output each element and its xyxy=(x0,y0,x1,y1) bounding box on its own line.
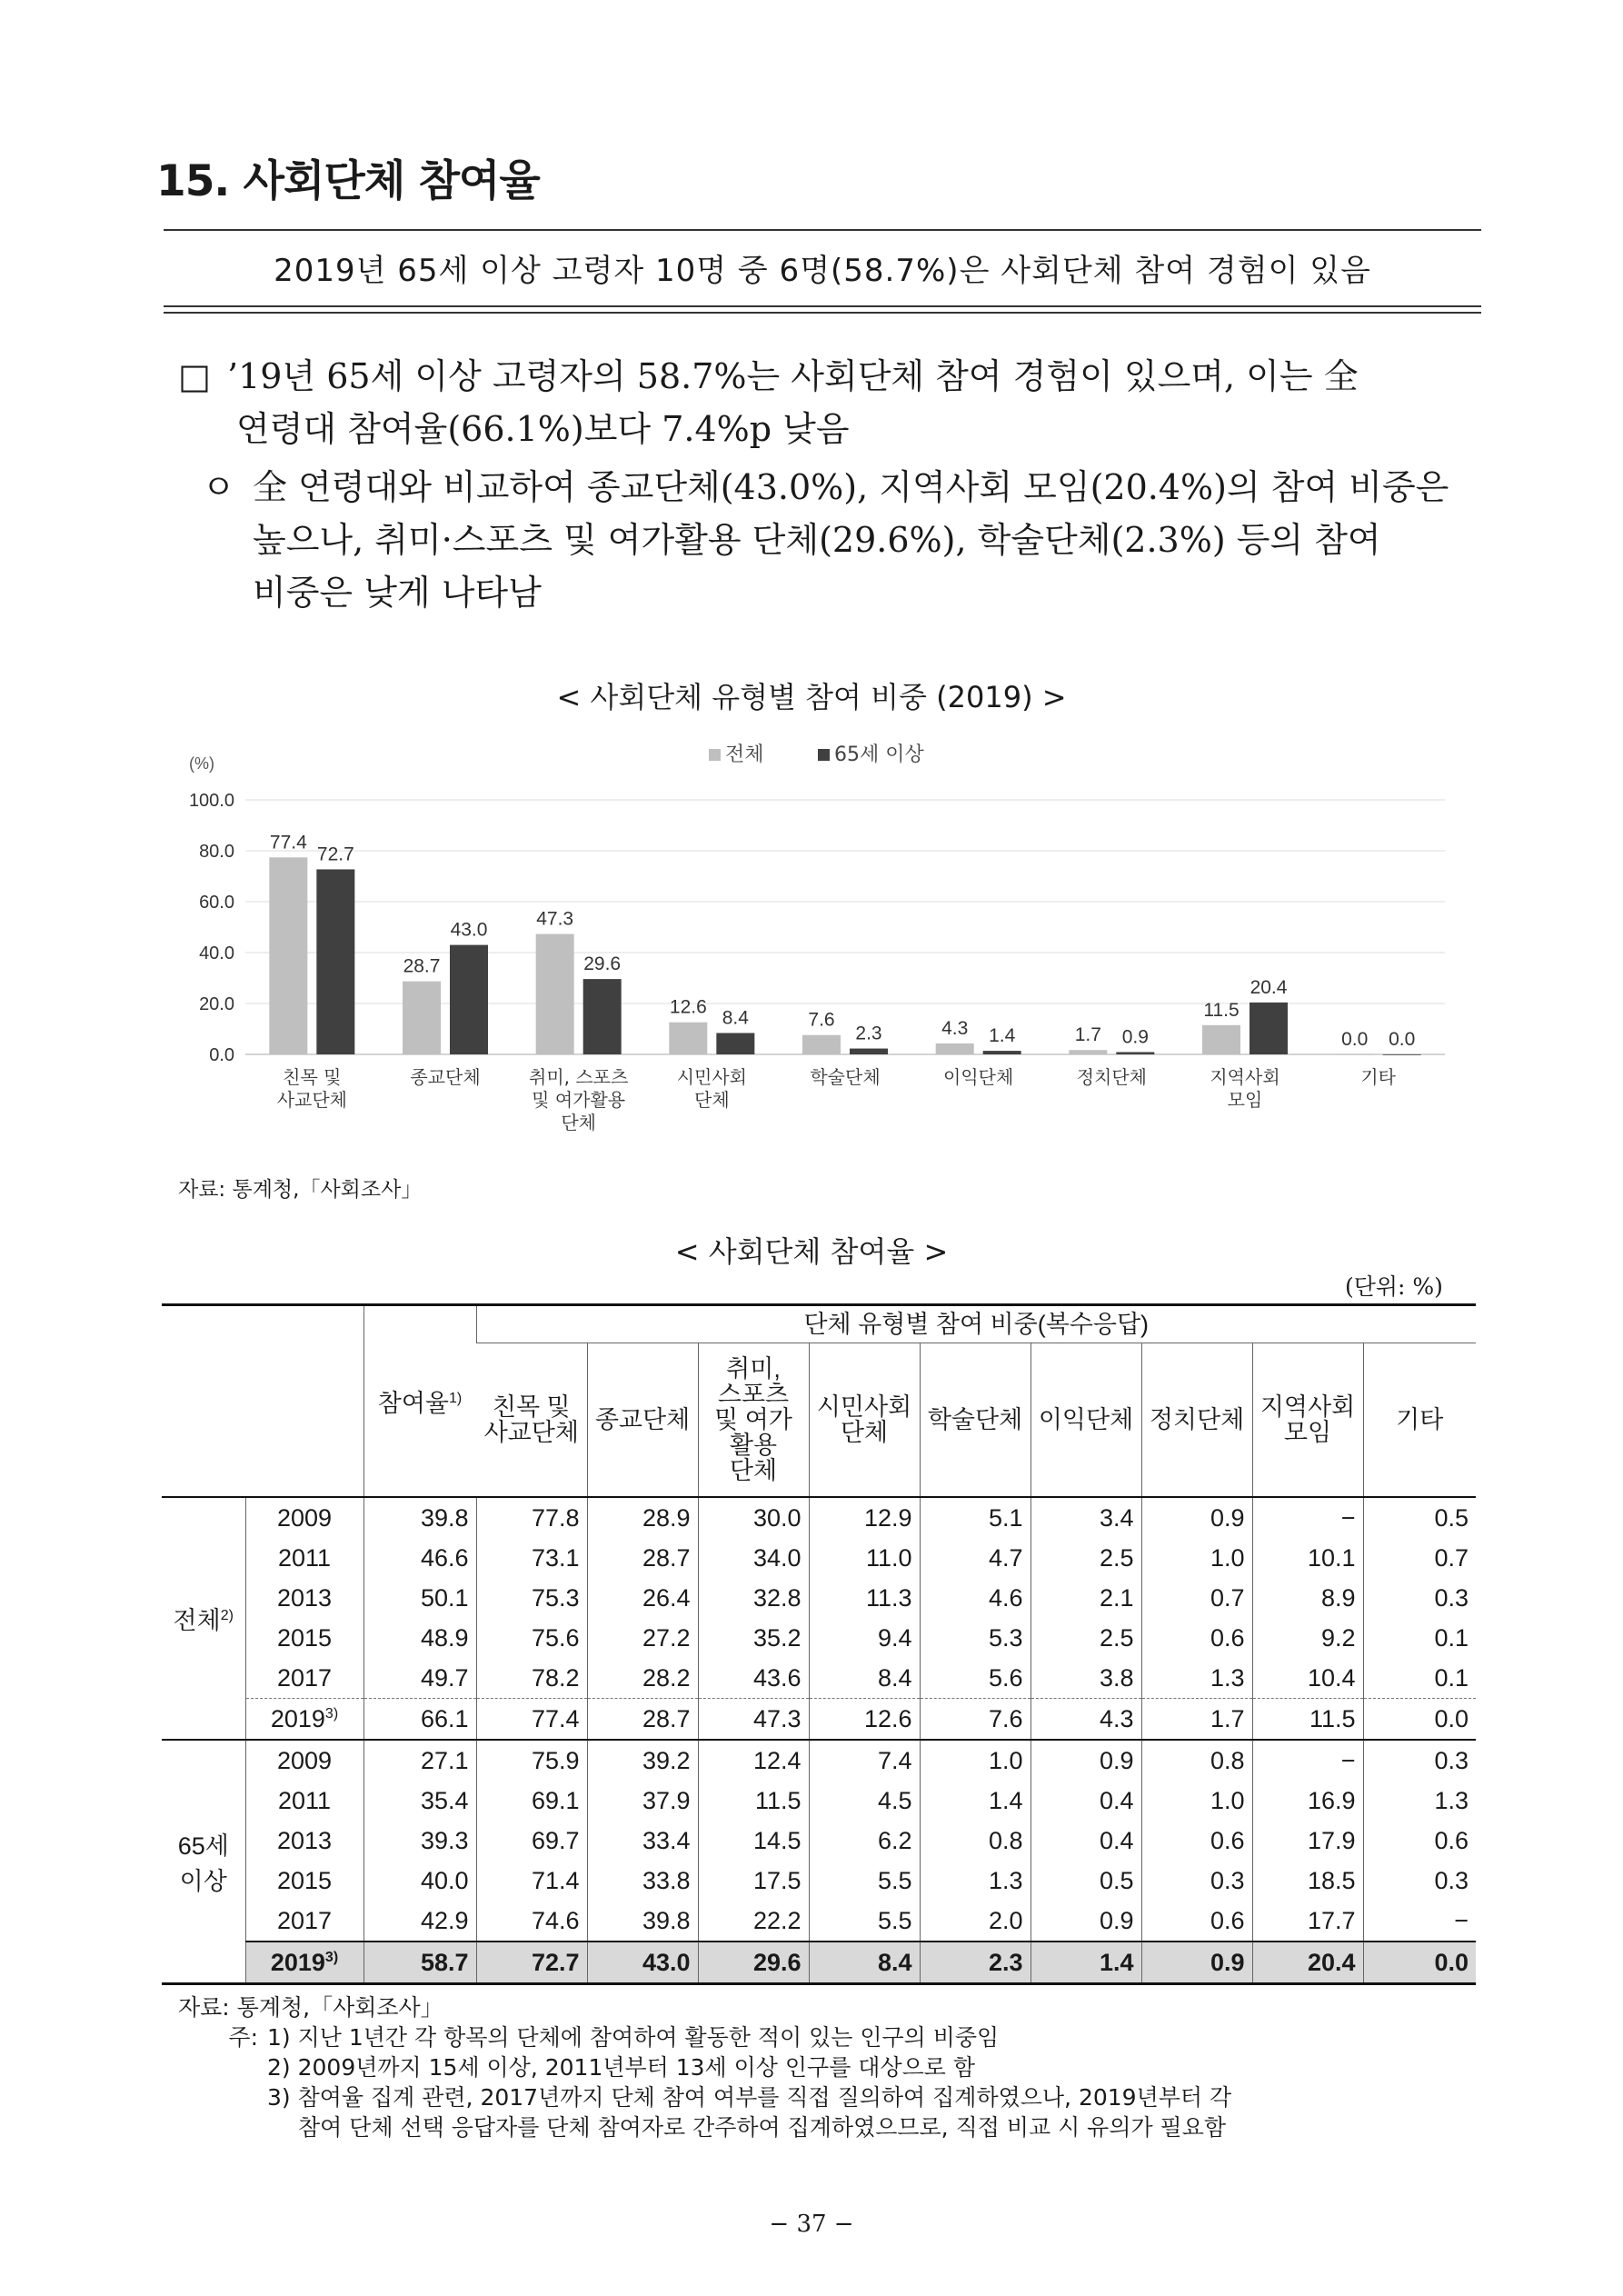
value-cell: 0.8 xyxy=(1141,1740,1252,1781)
note-3-cont: 참여 단체 선택 응답자를 단체 참여자로 간주하여 집계하였으므로, 직접 비교 시 유의가 필요함 xyxy=(298,2114,1227,2141)
value-cell: 28.7 xyxy=(587,1699,698,1741)
bar xyxy=(536,934,574,1054)
bar xyxy=(450,945,488,1054)
unit-label: (단위: %) xyxy=(1345,1273,1443,1300)
category-label: 모임 xyxy=(1227,1089,1263,1111)
bullet2-line3: 비중은 낮게 나타남 xyxy=(253,573,542,613)
group-label: 전체$^{2)}$ xyxy=(162,1497,245,1740)
table-row xyxy=(162,1618,1476,1658)
column-header: 지역사회 모임 xyxy=(1252,1343,1363,1498)
y-tick-label: 40.0 xyxy=(199,943,234,963)
table-title: < 사회단체 참여율 > xyxy=(674,1234,949,1269)
value-cell: 49.7 xyxy=(363,1658,476,1699)
notes-label: 주: xyxy=(228,2024,258,2051)
value-cell: − xyxy=(1363,1901,1476,1942)
value-cell: 72.7 xyxy=(476,1942,587,1984)
value-cell: 18.5 xyxy=(1252,1861,1363,1901)
year-cell: 2009 xyxy=(245,1740,363,1781)
data-label: 0.0 xyxy=(1341,1029,1369,1050)
value-cell: 0.9 xyxy=(1141,1942,1252,1984)
y-tick-label: 80.0 xyxy=(199,842,234,862)
chart-title: < 사회단체 유형별 참여 비중 (2019) > xyxy=(556,680,1067,714)
value-cell: 0.7 xyxy=(1141,1578,1252,1618)
value-cell: 0.9 xyxy=(1141,1497,1252,1538)
table-row xyxy=(162,1781,1476,1821)
value-cell: 0.6 xyxy=(1141,1821,1252,1861)
bar xyxy=(1250,1003,1288,1054)
summary-bottom-rule-2 xyxy=(164,312,1481,314)
bullet2-line1: 全 연령대와 비교하여 종교단체(43.0%), 지역사회 모임(20.4%)의 참여 비중은 xyxy=(253,467,1449,507)
note-3: 3) 참여율 집계 관련, 2017년까지 단체 참여 여부를 직접 질의하여 집계하였으나, 2019년부터 각 xyxy=(267,2084,1232,2111)
note-2: 2) 2009년까지 15세 이상, 2011년부터 13세 이상 인구를 대상으로 함 xyxy=(267,2054,975,2081)
column-header: 기타 xyxy=(1363,1343,1476,1498)
bar xyxy=(269,857,307,1054)
value-cell: 0.9 xyxy=(1031,1740,1141,1781)
table-row xyxy=(162,1578,1476,1618)
value-cell: 39.3 xyxy=(363,1821,476,1861)
column-header: 정치단체 xyxy=(1141,1343,1252,1498)
category-label: 이익단체 xyxy=(943,1066,1014,1088)
value-cell: 75.3 xyxy=(476,1578,587,1618)
corner-header-cell xyxy=(162,1305,363,1498)
value-cell: 26.4 xyxy=(587,1578,698,1618)
category-label: 종교단체 xyxy=(410,1066,481,1088)
bar xyxy=(983,1051,1021,1054)
data-label: 20.4 xyxy=(1250,976,1288,998)
value-cell: 5.1 xyxy=(920,1497,1031,1538)
value-cell: − xyxy=(1252,1740,1363,1781)
category-label: 기타 xyxy=(1360,1066,1396,1088)
data-label: 77.4 xyxy=(269,832,307,854)
value-cell: 22.2 xyxy=(698,1901,809,1942)
year-cell: 2017 xyxy=(245,1901,363,1942)
value-cell: 1.3 xyxy=(920,1861,1031,1901)
value-cell: 32.8 xyxy=(698,1578,809,1618)
value-cell: 6.2 xyxy=(809,1821,920,1861)
table-row xyxy=(162,1699,1476,1741)
data-label: 43.0 xyxy=(450,919,488,941)
data-label: 7.6 xyxy=(808,1009,835,1031)
table-row xyxy=(162,1861,1476,1901)
year-cell: 2011 xyxy=(245,1538,363,1578)
value-cell: 0.1 xyxy=(1363,1658,1476,1699)
value-cell: 4.5 xyxy=(809,1781,920,1821)
table-row xyxy=(162,1538,1476,1578)
value-cell: 8.9 xyxy=(1252,1578,1363,1618)
summary-bottom-rule xyxy=(164,305,1481,307)
value-cell: 71.4 xyxy=(476,1861,587,1901)
value-cell: 34.0 xyxy=(698,1538,809,1578)
value-cell: 47.3 xyxy=(698,1699,809,1741)
bar xyxy=(316,869,354,1054)
category-label: 단체 xyxy=(694,1089,730,1111)
square-bullet-icon: □ xyxy=(178,356,211,396)
bullet1-line1: ’19년 65세 이상 고령자의 58.7%는 사회단체 참여 경험이 있으며, 이는 全 xyxy=(227,356,1359,396)
value-cell: 75.6 xyxy=(476,1618,587,1658)
value-cell: 0.4 xyxy=(1031,1781,1141,1821)
data-label: 72.7 xyxy=(316,844,354,865)
value-cell: − xyxy=(1252,1497,1363,1538)
table-row xyxy=(162,1821,1476,1861)
bar-chart xyxy=(154,727,1463,1173)
year-cell: 2015 xyxy=(245,1618,363,1658)
value-cell: 48.9 xyxy=(363,1618,476,1658)
category-label: 친목 및 xyxy=(283,1066,342,1088)
value-cell: 28.7 xyxy=(587,1538,698,1578)
value-cell: 2.5 xyxy=(1031,1618,1141,1658)
bar xyxy=(936,1043,974,1054)
column-header: 친목 및 사교단체 xyxy=(476,1343,587,1498)
data-label: 2.3 xyxy=(855,1023,882,1044)
value-cell: 2.0 xyxy=(920,1901,1031,1942)
value-cell: 17.7 xyxy=(1252,1901,1363,1942)
bar xyxy=(716,1033,754,1054)
table-row xyxy=(162,1497,1476,1538)
value-cell: 43.0 xyxy=(587,1942,698,1984)
value-cell: 16.9 xyxy=(1252,1781,1363,1821)
bar xyxy=(403,982,441,1054)
year-cell: 2013 xyxy=(245,1821,363,1861)
value-cell: 8.4 xyxy=(809,1942,920,1984)
column-header: 이익단체 xyxy=(1031,1343,1141,1498)
value-cell: 33.8 xyxy=(587,1861,698,1901)
value-cell: 77.4 xyxy=(476,1699,587,1741)
value-cell: 1.0 xyxy=(1141,1538,1252,1578)
value-cell: 9.2 xyxy=(1252,1618,1363,1658)
value-cell: 0.8 xyxy=(920,1821,1031,1861)
data-label: 28.7 xyxy=(403,955,441,977)
value-cell: 5.6 xyxy=(920,1658,1031,1699)
data-label: 12.6 xyxy=(669,996,707,1018)
value-cell: 0.4 xyxy=(1031,1821,1141,1861)
category-label: 지역사회 xyxy=(1210,1066,1280,1088)
participation-table xyxy=(162,1303,1476,1985)
value-cell: 11.5 xyxy=(698,1781,809,1821)
value-cell: 50.1 xyxy=(363,1578,476,1618)
value-cell: 0.6 xyxy=(1363,1821,1476,1861)
category-label: 사교단체 xyxy=(276,1089,347,1111)
year-cell: 2017 xyxy=(245,1658,363,1699)
year-cell: 2019$^{3)}$ xyxy=(245,1699,363,1741)
value-cell: 28.2 xyxy=(587,1658,698,1699)
table-source: 자료: 통계청,「사회조사」 xyxy=(178,1994,443,2021)
category-label: 단체 xyxy=(561,1112,596,1133)
table-row xyxy=(162,1740,1476,1781)
data-label: 1.4 xyxy=(989,1025,1016,1047)
bullet-paragraph-1 xyxy=(178,350,1487,455)
year-cell: 2011 xyxy=(245,1781,363,1821)
value-cell: 58.7 xyxy=(363,1942,476,1984)
value-cell: 1.0 xyxy=(920,1740,1031,1781)
bar xyxy=(802,1035,841,1054)
value-cell: 10.4 xyxy=(1252,1658,1363,1699)
category-label: 학술단체 xyxy=(810,1066,881,1088)
value-cell: 29.6 xyxy=(698,1942,809,1984)
legend-label: 전체 xyxy=(725,744,764,766)
bar xyxy=(850,1049,888,1054)
data-label: 4.3 xyxy=(941,1017,969,1039)
circle-bullet-icon: ㅇ xyxy=(202,467,235,507)
value-cell: 35.2 xyxy=(698,1618,809,1658)
data-label: 0.9 xyxy=(1121,1026,1149,1048)
value-cell: 27.2 xyxy=(587,1618,698,1658)
value-cell: 35.4 xyxy=(363,1781,476,1821)
bullet-paragraph-2 xyxy=(202,461,1492,619)
value-cell: 2.1 xyxy=(1031,1578,1141,1618)
category-label: 시민사회 xyxy=(676,1066,747,1088)
page-number: − 37 − xyxy=(769,2211,854,2238)
chart-source: 자료: 통계청,「사회조사」 xyxy=(178,1178,423,1202)
value-cell: 4.3 xyxy=(1031,1699,1141,1741)
bar xyxy=(1116,1052,1154,1054)
value-cell: 1.7 xyxy=(1141,1699,1252,1741)
bullet1-line2: 연령대 참여율(66.1%)보다 7.4%p 낮음 xyxy=(236,409,850,449)
value-cell: 66.1 xyxy=(363,1699,476,1741)
value-cell: 0.9 xyxy=(1031,1901,1141,1942)
value-cell: 0.3 xyxy=(1363,1740,1476,1781)
table-row xyxy=(162,1901,1476,1942)
value-cell: 9.4 xyxy=(809,1618,920,1658)
data-label: 8.4 xyxy=(722,1007,749,1029)
rate-header: 참여율$^{1)}$ xyxy=(363,1305,476,1498)
value-cell: 28.9 xyxy=(587,1497,698,1538)
value-cell: 78.2 xyxy=(476,1658,587,1699)
y-tick-label: 100.0 xyxy=(188,791,234,811)
column-header: 종교단체 xyxy=(587,1343,698,1498)
value-cell: 40.0 xyxy=(363,1861,476,1901)
value-cell: 0.7 xyxy=(1363,1538,1476,1578)
bar xyxy=(1383,1054,1421,1055)
value-cell: 20.4 xyxy=(1252,1942,1363,1984)
value-cell: 7.4 xyxy=(809,1740,920,1781)
table-row xyxy=(162,1942,1476,1984)
value-cell: 0.3 xyxy=(1363,1861,1476,1901)
column-header: 취미, 스포츠 및 여가 활용 단체 xyxy=(698,1343,809,1498)
value-cell: 75.9 xyxy=(476,1740,587,1781)
value-cell: 0.0 xyxy=(1363,1699,1476,1741)
value-cell: 5.3 xyxy=(920,1618,1031,1658)
year-cell: 2015 xyxy=(245,1861,363,1901)
value-cell: 42.9 xyxy=(363,1901,476,1942)
value-cell: 39.8 xyxy=(363,1497,476,1538)
value-cell: 12.9 xyxy=(809,1497,920,1538)
y-tick-label: 60.0 xyxy=(199,893,234,913)
column-header: 시민사회 단체 xyxy=(809,1343,920,1498)
participation-table-wrapper xyxy=(162,1303,1476,1985)
value-cell: 0.5 xyxy=(1363,1497,1476,1538)
bar xyxy=(1202,1025,1240,1054)
value-cell: 27.1 xyxy=(363,1740,476,1781)
legend-swatch xyxy=(818,749,830,761)
note-1: 1) 지난 1년간 각 항목의 단체에 참여하여 활동한 적이 있는 인구의 비중임 xyxy=(267,2024,1000,2051)
value-cell: 11.3 xyxy=(809,1578,920,1618)
section-title: 15. 사회단체 참여율 xyxy=(156,156,540,206)
data-label: 11.5 xyxy=(1203,999,1240,1021)
bar xyxy=(1069,1050,1107,1054)
value-cell: 30.0 xyxy=(698,1497,809,1538)
value-cell: 77.8 xyxy=(476,1497,587,1538)
value-cell: 39.8 xyxy=(587,1901,698,1942)
value-cell: 8.4 xyxy=(809,1658,920,1699)
value-cell: 0.0 xyxy=(1363,1942,1476,1984)
value-cell: 4.7 xyxy=(920,1538,1031,1578)
category-label: 정치단체 xyxy=(1076,1066,1147,1088)
value-cell: 1.4 xyxy=(920,1781,1031,1821)
bar xyxy=(1336,1054,1374,1055)
value-cell: 0.6 xyxy=(1141,1618,1252,1658)
value-cell: 69.1 xyxy=(476,1781,587,1821)
value-cell: 46.6 xyxy=(363,1538,476,1578)
year-cell: 2013 xyxy=(245,1578,363,1618)
summary-box: 2019년 65세 이상 고령자 10명 중 6명(58.7%)은 사회단체 참여 경험이 있음 xyxy=(274,253,1371,289)
value-cell: 73.1 xyxy=(476,1538,587,1578)
summary-top-rule xyxy=(164,229,1481,231)
bar xyxy=(669,1023,707,1054)
value-cell: 1.4 xyxy=(1031,1942,1141,1984)
value-cell: 33.4 xyxy=(587,1821,698,1861)
value-cell: 3.4 xyxy=(1031,1497,1141,1538)
value-cell: 11.0 xyxy=(809,1538,920,1578)
group-header: 단체 유형별 참여 비중(복수응답) xyxy=(476,1305,1476,1343)
value-cell: 17.5 xyxy=(698,1861,809,1901)
data-label: 0.0 xyxy=(1389,1029,1416,1050)
value-cell: 2.5 xyxy=(1031,1538,1141,1578)
bullet2-line2: 높으나, 취미·스포츠 및 여가활용 단체(29.6%), 학술단체(2.3%) 등의 참여 xyxy=(253,520,1381,560)
data-label: 1.7 xyxy=(1074,1024,1101,1046)
data-label: 29.6 xyxy=(583,953,622,975)
value-cell: 39.2 xyxy=(587,1740,698,1781)
category-label: 및 여가활용 xyxy=(532,1089,626,1111)
value-cell: 1.3 xyxy=(1363,1781,1476,1821)
value-cell: 37.9 xyxy=(587,1781,698,1821)
value-cell: 0.1 xyxy=(1363,1618,1476,1658)
value-cell: 1.0 xyxy=(1141,1781,1252,1821)
value-cell: 7.6 xyxy=(920,1699,1031,1741)
column-header: 학술단체 xyxy=(920,1343,1031,1498)
value-cell: 74.6 xyxy=(476,1901,587,1942)
value-cell: 5.5 xyxy=(809,1901,920,1942)
y-axis-unit: (%) xyxy=(189,754,214,773)
value-cell: 0.6 xyxy=(1141,1901,1252,1942)
value-cell: 10.1 xyxy=(1252,1538,1363,1578)
category-label: 취미, 스포츠 xyxy=(529,1066,629,1088)
value-cell: 12.6 xyxy=(809,1699,920,1741)
value-cell: 5.5 xyxy=(809,1861,920,1901)
y-tick-label: 0.0 xyxy=(209,1045,234,1065)
value-cell: 0.3 xyxy=(1363,1578,1476,1618)
value-cell: 11.5 xyxy=(1252,1699,1363,1741)
value-cell: 3.8 xyxy=(1031,1658,1141,1699)
value-cell: 14.5 xyxy=(698,1821,809,1861)
notes-block xyxy=(178,1992,1487,2142)
data-label: 47.3 xyxy=(536,908,574,930)
value-cell: 0.5 xyxy=(1031,1861,1141,1901)
legend-label: 65세 이상 xyxy=(834,744,924,766)
value-cell: 69.7 xyxy=(476,1821,587,1861)
group-label: 65세 이상 xyxy=(162,1740,245,1984)
value-cell: 0.3 xyxy=(1141,1861,1252,1901)
value-cell: 12.4 xyxy=(698,1740,809,1781)
value-cell: 43.6 xyxy=(698,1658,809,1699)
year-cell: 2019$^{3)}$ xyxy=(245,1942,363,1984)
value-cell: 4.6 xyxy=(920,1578,1031,1618)
y-tick-label: 20.0 xyxy=(199,994,234,1014)
legend-swatch xyxy=(709,749,721,761)
year-cell: 2009 xyxy=(245,1497,363,1538)
value-cell: 17.9 xyxy=(1252,1821,1363,1861)
value-cell: 1.3 xyxy=(1141,1658,1252,1699)
value-cell: 2.3 xyxy=(920,1942,1031,1984)
table-row xyxy=(162,1658,1476,1699)
bar xyxy=(583,979,622,1054)
